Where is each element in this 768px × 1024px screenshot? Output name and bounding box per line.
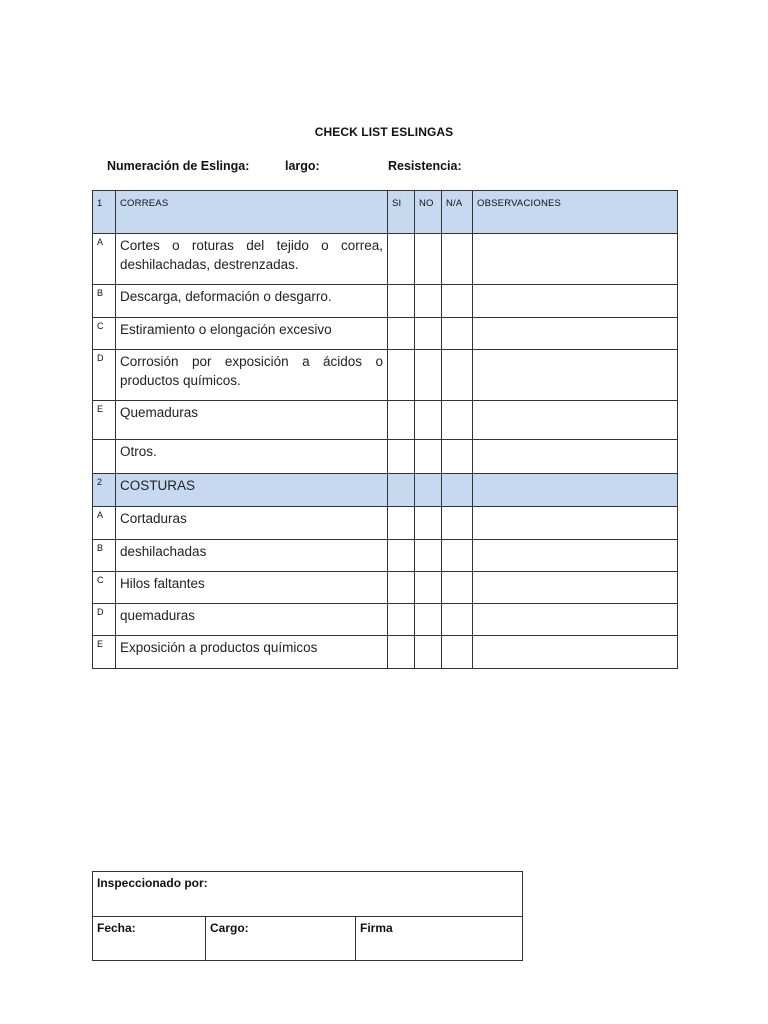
check-no-cell[interactable] (415, 540, 442, 572)
check-si-cell[interactable] (388, 285, 415, 318)
check-si-cell[interactable] (388, 507, 415, 540)
cargo-label: Cargo: (210, 921, 249, 935)
check-si-cell[interactable] (388, 318, 415, 350)
check-no-cell[interactable] (415, 285, 442, 318)
check-no-cell[interactable] (415, 350, 442, 401)
item-letter: C (93, 318, 116, 350)
check-no-cell[interactable] (415, 234, 442, 285)
table-row (93, 401, 678, 440)
item-letter: B (93, 285, 116, 318)
observaciones-cell[interactable] (473, 318, 678, 350)
col-na-header: N/A (442, 191, 473, 234)
section-title: COSTURAS (116, 474, 388, 507)
item-description: deshilachadas (116, 540, 388, 572)
table-row (93, 604, 678, 636)
checklist-table (92, 190, 678, 669)
table-row (93, 318, 678, 350)
fecha-label: Fecha: (97, 921, 136, 935)
observaciones-cell[interactable] (473, 507, 678, 540)
check-no-cell[interactable] (415, 572, 442, 604)
check-no-cell[interactable] (415, 636, 442, 669)
observaciones-cell[interactable] (473, 234, 678, 285)
section-header-row (93, 474, 678, 507)
check-na-cell[interactable] (442, 636, 473, 669)
observaciones-cell[interactable] (473, 350, 678, 401)
signature-table (92, 871, 523, 961)
table-row (93, 350, 678, 401)
check-no-cell (415, 474, 442, 507)
firma-field[interactable] (356, 917, 523, 961)
check-si-cell[interactable] (388, 401, 415, 440)
check-si-cell[interactable] (388, 636, 415, 669)
item-letter: E (93, 636, 116, 669)
check-na-cell[interactable] (442, 401, 473, 440)
check-na-cell[interactable] (442, 572, 473, 604)
item-letter: E (93, 401, 116, 440)
observaciones-cell[interactable] (473, 401, 678, 440)
check-na-cell[interactable] (442, 540, 473, 572)
table-row (93, 507, 678, 540)
col-si-header: SI (388, 191, 415, 234)
observaciones-cell (473, 474, 678, 507)
item-description: Otros. (116, 440, 388, 474)
section-header-row (93, 191, 678, 234)
inspeccionado-label: Inspeccionado por: (97, 876, 208, 890)
check-na-cell[interactable] (442, 350, 473, 401)
fecha-field[interactable] (93, 917, 206, 961)
item-description: Descarga, deformación o desgarro. (116, 285, 388, 318)
check-na-cell (442, 474, 473, 507)
item-description: Estiramiento o elongación excesivo (116, 318, 388, 350)
item-description: Hilos faltantes (116, 572, 388, 604)
item-description: Corrosión por exposición a ácidos o productos químicos. (116, 350, 388, 401)
item-description: Cortes o roturas del tejido o correa, deshilachadas, destrenzadas. (116, 234, 388, 285)
check-si-cell[interactable] (388, 234, 415, 285)
check-na-cell[interactable] (442, 604, 473, 636)
table-row (93, 540, 678, 572)
check-si-cell[interactable] (388, 540, 415, 572)
section-title: CORREAS (116, 191, 388, 234)
check-si-cell (388, 474, 415, 507)
observaciones-cell[interactable] (473, 440, 678, 474)
item-description: Exposición a productos químicos (116, 636, 388, 669)
table-row (93, 234, 678, 285)
item-letter: D (93, 350, 116, 401)
observaciones-cell[interactable] (473, 540, 678, 572)
check-na-cell[interactable] (442, 440, 473, 474)
col-no-header: NO (415, 191, 442, 234)
numeracion-label: Numeración de Eslinga: (107, 159, 250, 173)
table-row (93, 572, 678, 604)
observaciones-cell[interactable] (473, 636, 678, 669)
check-na-cell[interactable] (442, 318, 473, 350)
check-no-cell[interactable] (415, 604, 442, 636)
section-number: 2 (93, 474, 116, 507)
check-no-cell[interactable] (415, 440, 442, 474)
item-letter: A (93, 507, 116, 540)
check-si-cell[interactable] (388, 604, 415, 636)
firma-label: Firma (360, 921, 393, 935)
check-na-cell[interactable] (442, 285, 473, 318)
col-observaciones-header: OBSERVACIONES (473, 191, 678, 234)
item-letter (93, 440, 116, 474)
item-letter: A (93, 234, 116, 285)
table-row (93, 440, 678, 474)
check-na-cell[interactable] (442, 234, 473, 285)
check-si-cell[interactable] (388, 572, 415, 604)
check-no-cell[interactable] (415, 401, 442, 440)
inspeccionado-field[interactable] (93, 872, 523, 917)
item-letter: C (93, 572, 116, 604)
item-description: quemaduras (116, 604, 388, 636)
check-si-cell[interactable] (388, 350, 415, 401)
check-na-cell[interactable] (442, 507, 473, 540)
item-description: Cortaduras (116, 507, 388, 540)
check-no-cell[interactable] (415, 507, 442, 540)
observaciones-cell[interactable] (473, 604, 678, 636)
observaciones-cell[interactable] (473, 572, 678, 604)
resistencia-label: Resistencia: (388, 159, 462, 173)
item-description: Quemaduras (116, 401, 388, 440)
item-letter: B (93, 540, 116, 572)
table-row (93, 636, 678, 669)
largo-label: largo: (285, 159, 320, 173)
item-letter: D (93, 604, 116, 636)
observaciones-cell[interactable] (473, 285, 678, 318)
check-no-cell[interactable] (415, 318, 442, 350)
table-row (93, 285, 678, 318)
check-si-cell[interactable] (388, 440, 415, 474)
section-number: 1 (93, 191, 116, 234)
document-title: CHECK LIST ESLINGAS (314, 125, 454, 139)
cargo-field[interactable] (206, 917, 356, 961)
